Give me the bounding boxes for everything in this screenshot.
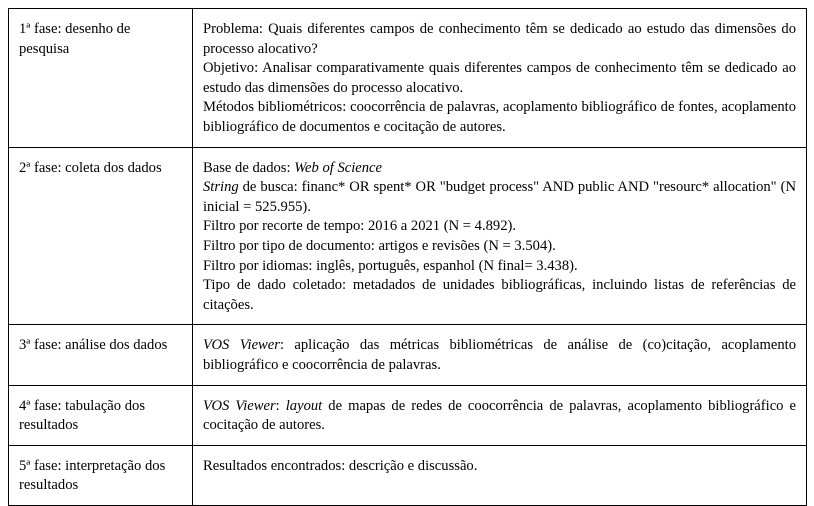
description-line <box>203 336 796 375</box>
description-line <box>203 59 796 98</box>
table-row <box>9 445 807 505</box>
phase-label: 3ª fase: análise dos dados <box>9 325 193 385</box>
description-text: Resultados encontrados: descrição e discussão. <box>203 457 478 474</box>
table-row <box>9 325 807 385</box>
description-line <box>203 159 796 179</box>
methodology-table <box>8 8 807 506</box>
italic-term: VOS Viewer <box>203 397 276 414</box>
description-line <box>203 276 796 315</box>
phase-description <box>193 445 807 505</box>
description-text: : <box>275 397 286 414</box>
phase-description <box>193 385 807 445</box>
description-text: Objetivo: Analisar comparativamente quais diferentes campos de conhecimento têm se dedicado ao estudo das dimensões do processo alocativo. <box>203 60 796 96</box>
italic-term: VOS Viewer <box>203 337 280 354</box>
description-text: Tipo de dado coletado: metadados de unidades bibliográficas, incluindo listas de referências de citações. <box>203 277 796 313</box>
italic-term: String <box>203 179 239 196</box>
description-line <box>203 98 796 137</box>
phase-label: 2ª fase: coleta dos dados <box>9 147 193 325</box>
description-line <box>203 217 796 237</box>
italic-term: Web of Science <box>294 159 383 176</box>
table-row <box>9 9 807 148</box>
phase-description <box>193 325 807 385</box>
description-line <box>203 178 796 217</box>
italic-term: layout <box>285 397 323 414</box>
description-text: Métodos bibliométricos: coocorrência de palavras, acoplamento bibliográfico de fontes, acoplamento bibliográfico de documentos e cocitação de autores. <box>203 99 796 135</box>
description-line <box>203 237 796 257</box>
description-text: Filtro por idiomas: inglês, português, espanhol (N final= 3.438). <box>203 257 578 274</box>
phase-description <box>193 9 807 148</box>
description-text: Filtro por recorte de tempo: 2016 a 2021 (N = 4.892). <box>203 218 517 235</box>
description-line <box>203 397 796 436</box>
description-text: Problema: Quais diferentes campos de conhecimento têm se dedicado ao estudo das dimensões do processo alocativo? <box>203 21 796 57</box>
description-text: Base de dados: <box>203 159 295 176</box>
table-row <box>9 385 807 445</box>
description-text: Filtro por tipo de documento: artigos e revisões (N = 3.504). <box>203 237 556 254</box>
description-line <box>203 257 796 277</box>
table-row <box>9 147 807 325</box>
phase-label: 1ª fase: desenho de pesquisa <box>9 9 193 148</box>
description-text: : aplicação das métricas bibliométricas de análise de (co)citação, acoplamento bibliográfico e coocorrência de palavras. <box>203 337 796 373</box>
phase-label: 5ª fase: interpretação dos resultados <box>9 445 193 505</box>
description-line <box>203 457 796 477</box>
methodology-table-body <box>9 9 807 506</box>
phase-description <box>193 147 807 325</box>
description-line <box>203 20 796 59</box>
phase-label: 4ª fase: tabulação dos resultados <box>9 385 193 445</box>
description-text: de mapas de redes de coocorrência de palavras, acoplamento bibliográfico e cocitação de autores. <box>203 397 796 434</box>
description-text: de busca: financ* OR spent* OR "budget process" AND public AND "resourc* allocation" (N inicial = 525.955). <box>203 179 796 215</box>
